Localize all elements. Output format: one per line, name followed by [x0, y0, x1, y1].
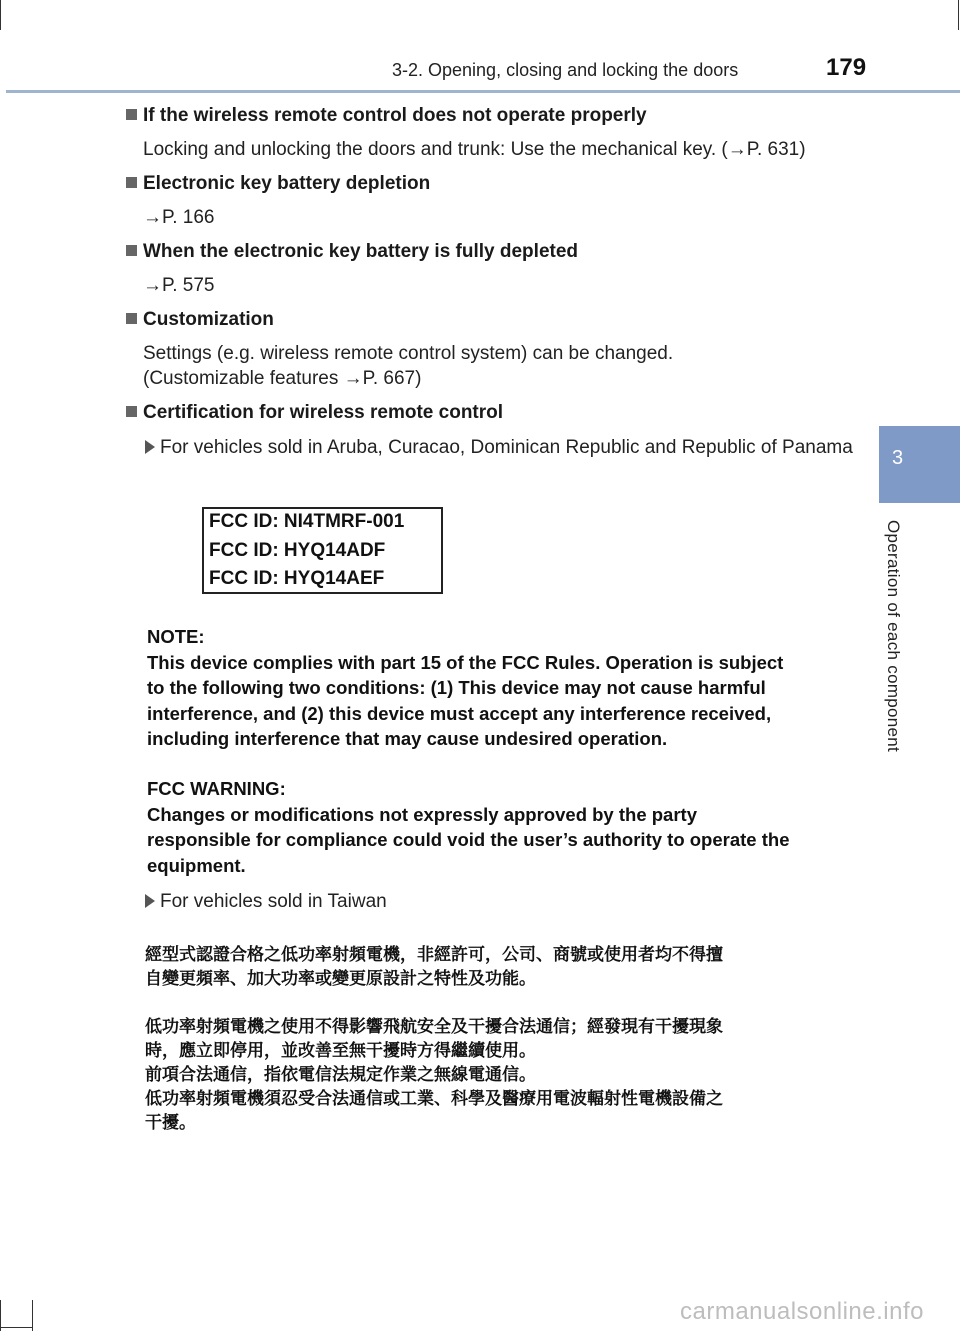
- note-line: to the following two conditions: (1) This device may not cause harmful: [147, 677, 766, 698]
- fcc-id: FCC ID: HYQ14ADF: [209, 540, 386, 561]
- note-line: including interference that may cause undesired operation.: [147, 728, 668, 749]
- note-line: This device complies with part 15 of the FCC Rules. Operation is subject: [147, 651, 784, 673]
- square-bullet-icon: [126, 245, 137, 256]
- page-reference: →P. 166: [143, 207, 215, 228]
- sub-item-text: For vehicles sold in Aruba, Curacao, Dominican Republic and Republic of Panama: [160, 437, 853, 458]
- taiwan-notice-line: 經型式認證合格之低功率射頻電機，非經許可，公司、商號或使用者均不得擅: [145, 945, 723, 965]
- warning-line: responsible for compliance could void the user’s authority to operate the: [147, 829, 790, 850]
- crop-mark: [0, 0, 1, 30]
- taiwan-notice-line: 低功率射頻電機須忍受合法通信或工業、科學及醫療用電波輻射性電機設備之: [145, 1089, 723, 1109]
- section-heading-remote-not-operating: [126, 105, 647, 127]
- heading-text: When the electronic key battery is fully depleted: [143, 241, 579, 262]
- note-line: interference, and (2) this device must accept any interference received,: [147, 702, 772, 724]
- square-bullet-icon: [126, 177, 137, 188]
- sub-item-taiwan: [145, 891, 387, 913]
- chapter-tab-label: Operation of each component: [884, 520, 903, 753]
- page-number: 179: [826, 54, 867, 81]
- heading-text: If the wireless remote control does not operate properly: [143, 105, 647, 126]
- note-title: NOTE:: [147, 626, 205, 647]
- triangle-bullet-icon: [145, 440, 155, 454]
- header-rule: [6, 90, 960, 93]
- section-heading-certification: [126, 402, 503, 424]
- sub-item-text: For vehicles sold in Taiwan: [160, 891, 387, 912]
- crop-mark: [958, 0, 959, 30]
- triangle-bullet-icon: [145, 894, 155, 908]
- taiwan-notice-paragraph-1: [145, 943, 723, 991]
- chapter-tab-number: 3: [892, 447, 904, 469]
- warning-title: FCC WARNING:: [147, 778, 286, 799]
- sub-item-panama: [145, 437, 853, 459]
- square-bullet-icon: [126, 406, 137, 417]
- section-heading-battery-depletion: [126, 173, 430, 195]
- footer-watermark: carmanualsonline.info: [680, 1298, 924, 1325]
- taiwan-notice-line: 低功率射頻電機之使用不得影響飛航安全及干擾合法通信；經發現有干擾現象: [145, 1017, 723, 1037]
- warning-line: equipment.: [147, 854, 246, 876]
- section-text: Settings (e.g. wireless remote control system) can be changed.: [143, 343, 674, 364]
- crop-mark: [32, 1300, 33, 1331]
- taiwan-notice-paragraph-2: [145, 1015, 723, 1135]
- fcc-id-box: [202, 507, 443, 594]
- fcc-id: FCC ID: NI4TMRF-001: [209, 511, 405, 532]
- taiwan-notice-line: 時，應立即停用，並改善至無干擾時方得繼續使用。: [145, 1041, 536, 1061]
- heading-text: Customization: [143, 309, 274, 330]
- running-header-section: 3-2. Opening, closing and locking the doors: [392, 60, 739, 80]
- square-bullet-icon: [126, 109, 137, 120]
- taiwan-notice-line: 干擾。: [145, 1113, 196, 1133]
- section-heading-customization: [126, 309, 274, 331]
- section-text: Locking and unlocking the doors and trunk: Use the mechanical key. (→P. 631): [143, 139, 806, 160]
- taiwan-notice-line: 自變更頻率、加大功率或變更原設計之特性及功能。: [145, 969, 536, 989]
- heading-text: Certification for wireless remote control: [143, 402, 504, 423]
- section-heading-battery-fully-depleted: [126, 241, 578, 263]
- warning-line: Changes or modifications not expressly approved by the party: [147, 803, 697, 825]
- fcc-warning: [147, 776, 789, 878]
- fcc-note: [147, 624, 783, 752]
- fcc-id: FCC ID: HYQ14AEF: [209, 568, 385, 589]
- taiwan-notice-line: 前項合法通信，指依電信法規定作業之無線電通信。: [145, 1065, 536, 1085]
- crop-mark: [0, 1327, 32, 1328]
- square-bullet-icon: [126, 313, 137, 324]
- heading-text: Electronic key battery depletion: [143, 173, 431, 194]
- page-reference: →P. 575: [143, 275, 215, 296]
- section-text: (Customizable features →P. 667): [143, 368, 422, 389]
